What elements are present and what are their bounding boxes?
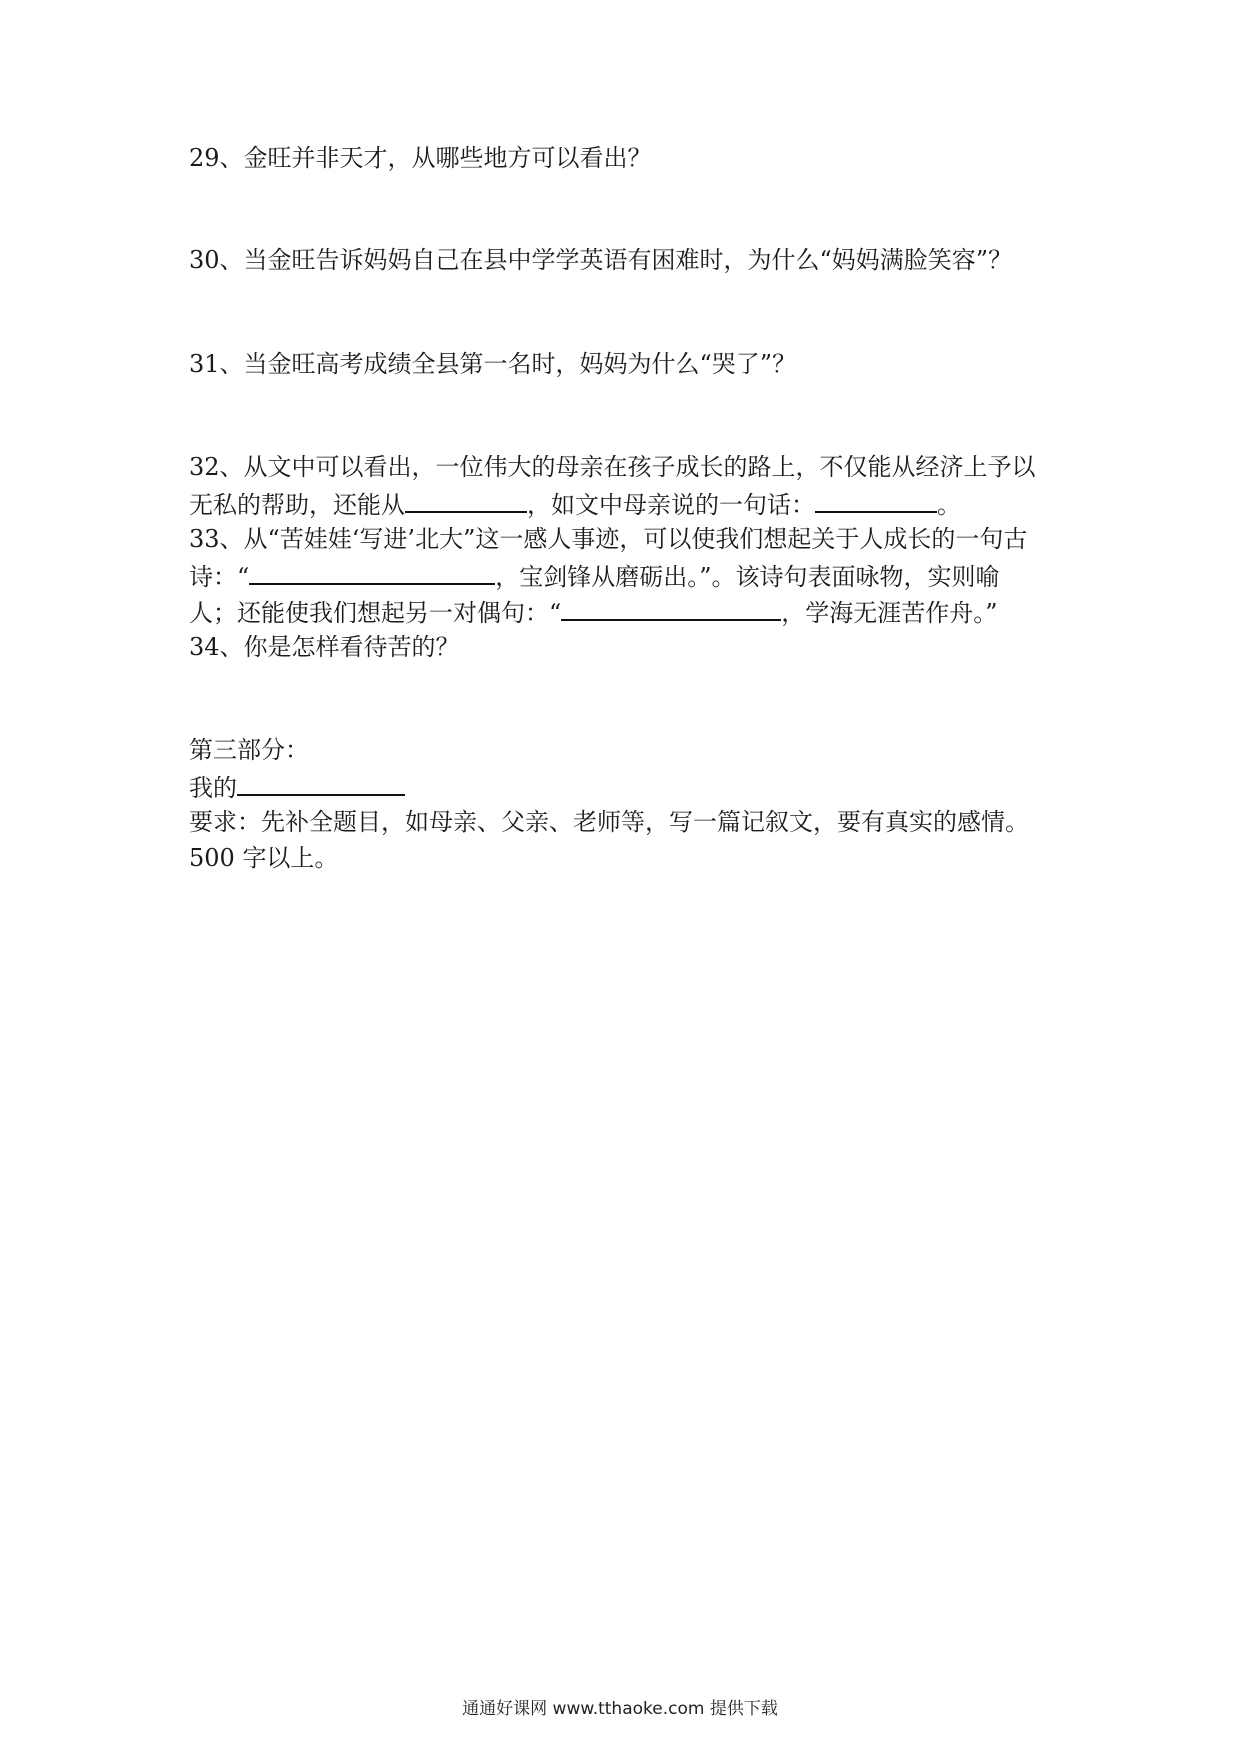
essay-requirement-line-1: 要求：先补全题目，如母亲、父亲、老师等，写一篇记叙文，要有真实的感情。: [189, 808, 1029, 836]
answer-blank-32b[interactable]: [815, 485, 937, 513]
answer-blank-33b[interactable]: [561, 593, 781, 621]
essay-requirement-line-2: 500 字以上。: [189, 844, 339, 872]
answer-blank-33a[interactable]: [249, 557, 495, 585]
question-32-text-a: 无私的帮助，还能从: [189, 491, 405, 519]
question-33-text-a: 诗：“: [189, 563, 250, 591]
answer-blank-32a[interactable]: [405, 485, 527, 513]
question-30: 30、当金旺告诉妈妈自己在县中学学英语有困难时，为什么“妈妈满脸笑容”？: [189, 246, 1013, 274]
question-32-text-b: ，如文中母亲说的一句话：: [527, 491, 815, 519]
question-33-text-b: ，宝剑锋从磨砺出。”。该诗句表面咏物，实则喻: [495, 563, 1000, 591]
page-footer: 通通好课网 www.tthaoke.com 提供下载: [462, 1699, 778, 1719]
question-32-text-c: 。: [937, 491, 961, 519]
essay-title-blank[interactable]: [237, 768, 405, 796]
question-32-line-2: [189, 485, 961, 523]
question-32-line-1: 32、从文中可以看出，一位伟大的母亲在孩子成长的路上，不仅能从经济上予以: [189, 453, 1036, 481]
question-33-line-3: [189, 593, 998, 631]
part3-heading: 第三部分：: [189, 736, 309, 764]
question-29: 29、金旺并非天才，从哪些地方可以看出？: [189, 144, 652, 172]
question-34: 34、你是怎样看待苦的？: [189, 633, 460, 661]
question-33-line-2: [189, 557, 1000, 595]
question-33-text-c: 人；还能使我们想起另一对偶句：“: [189, 599, 562, 627]
essay-title-line: [189, 768, 405, 806]
question-33-text-d: ，学海无涯苦作舟。”: [781, 599, 998, 627]
essay-title-prefix: 我的: [189, 774, 237, 802]
question-31: 31、当金旺高考成绩全县第一名时，妈妈为什么“哭了”？: [189, 350, 797, 378]
question-33-line-1: 33、从“苦娃娃‘写进’北大”这一感人事迹，可以使我们想起关于人成长的一句古: [189, 525, 1028, 553]
